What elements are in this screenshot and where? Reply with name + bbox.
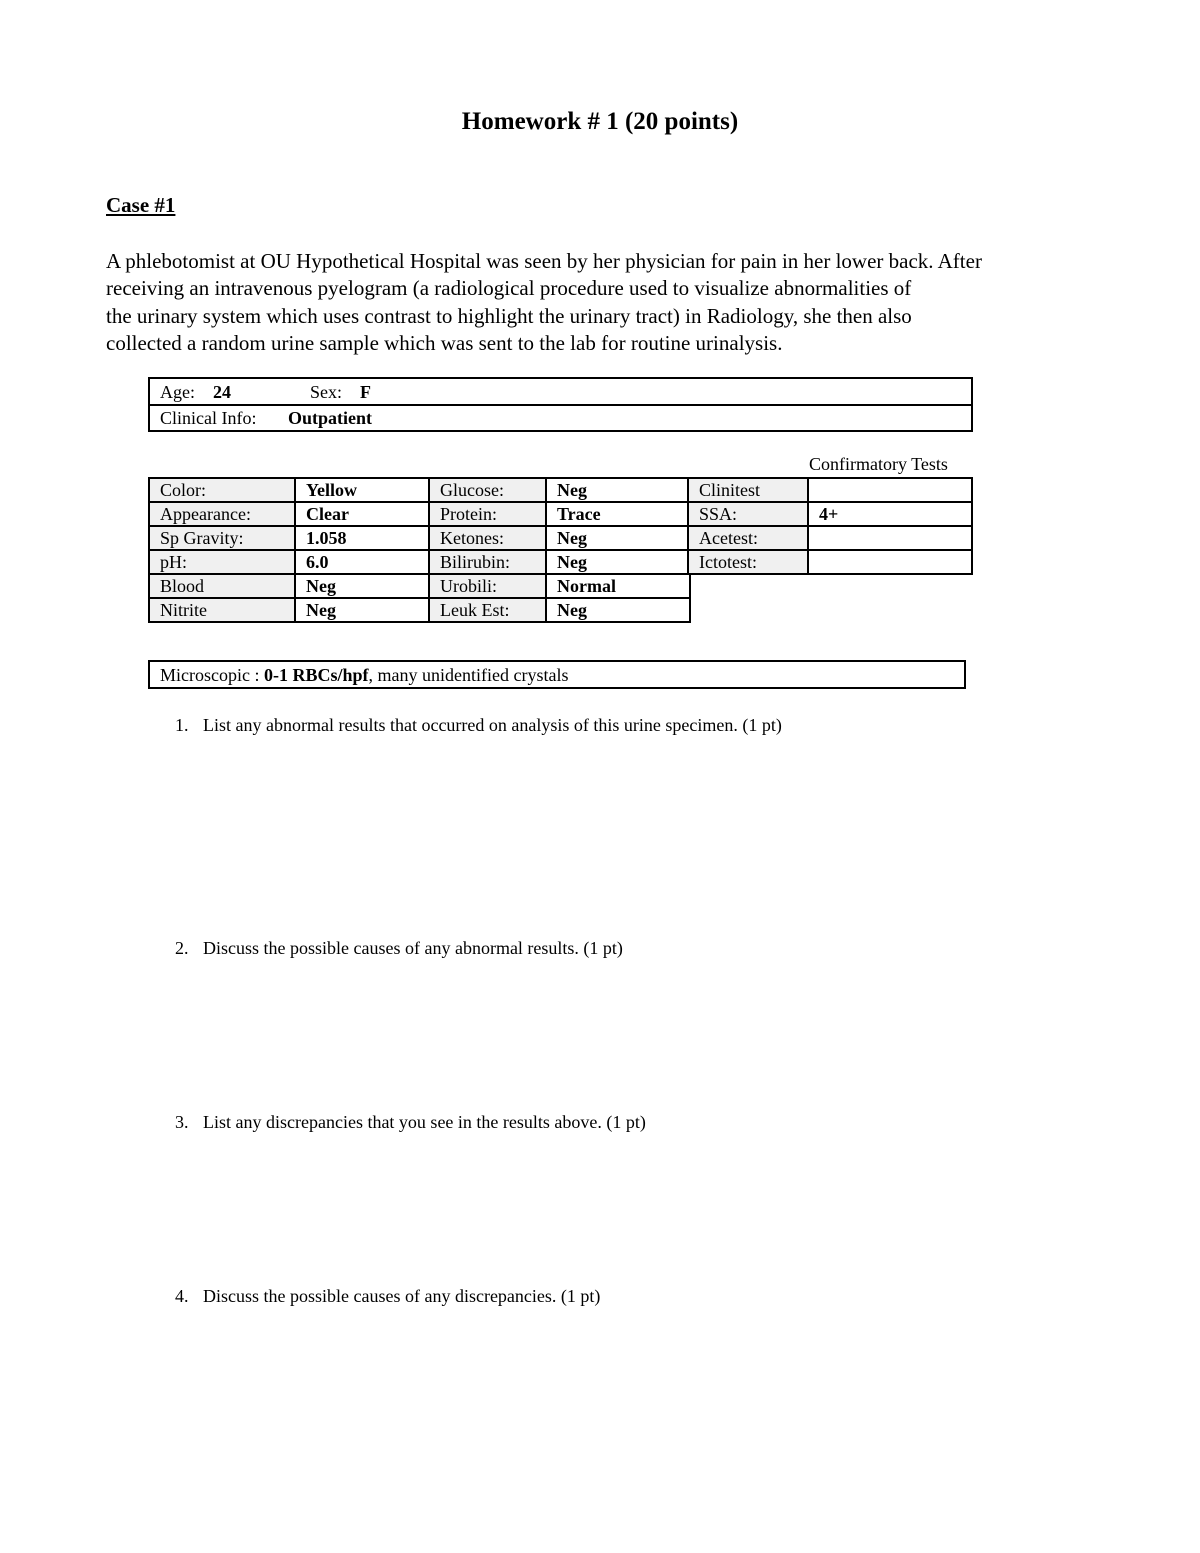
age-label: Age: [160, 382, 195, 402]
table-row [688, 550, 972, 574]
color-value: Yellow [295, 478, 429, 502]
case-heading: Case #1 [106, 193, 176, 217]
question-text: Discuss the possible causes of any abnormal results. (1 pt) [203, 938, 623, 958]
table-row [688, 478, 972, 502]
bilirubin-label: Bilirubin: [429, 550, 546, 574]
ketones-label: Ketones: [429, 526, 546, 550]
confirmatory-tests-table [687, 477, 973, 575]
microscopic-line [150, 663, 568, 687]
question-text: Discuss the possible causes of any discrepancies. (1 pt) [203, 1286, 601, 1306]
urobilinogen-value: Normal [546, 574, 690, 598]
ictotest-value [808, 550, 972, 574]
table-row [688, 502, 972, 526]
ketones-value: Neg [546, 526, 690, 550]
case-paragraph-line: collected a random urine sample which was sent to the lab for routine urinalysis. [106, 331, 783, 355]
table-row [149, 550, 690, 574]
sp-gravity-label: Sp Gravity: [149, 526, 295, 550]
question-number: 4. [175, 1286, 189, 1306]
ph-value: 6.0 [295, 550, 429, 574]
microscopic-value: 0-1 RBCs/hpf [263, 665, 369, 685]
page-title: Homework # 1 (20 points) [461, 108, 739, 135]
table-row [149, 502, 690, 526]
table-row [688, 526, 972, 550]
leuk-est-label: Leuk Est: [429, 598, 546, 622]
case-paragraph-line: the urinary system which uses contrast to highlight the urinary tract) in Radiology, she then also [106, 304, 912, 328]
microscopic-rest: , many unidentified crystals [368, 665, 569, 685]
ssa-value: 4+ [808, 502, 972, 526]
table-row [149, 598, 690, 622]
clinical-info-value: Outpatient [288, 408, 373, 428]
acetest-value [808, 526, 972, 550]
clinitest-value [808, 478, 972, 502]
ictotest-label: Ictotest: [688, 550, 808, 574]
table-row [149, 526, 690, 550]
bilirubin-value: Neg [546, 550, 690, 574]
case-paragraph-line: A phlebotomist at OU Hypothetical Hospital was seen by her physician for pain in her lower back. After [106, 249, 982, 273]
urobilinogen-label: Urobili: [429, 574, 546, 598]
clinical-info-label: Clinical Info: [160, 408, 257, 428]
question-text: List any abnormal results that occurred on analysis of this urine specimen. (1 pt) [203, 715, 782, 735]
glucose-value: Neg [546, 478, 690, 502]
sex-value: F [360, 382, 371, 402]
ssa-label: SSA: [688, 502, 808, 526]
sp-gravity-value: 1.058 [295, 526, 429, 550]
question-number: 2. [175, 938, 189, 958]
confirmatory-tests-heading: Confirmatory Tests [809, 454, 948, 474]
urinalysis-results-table [148, 477, 691, 623]
microscopic-box [148, 660, 966, 689]
question-text: List any discrepancies that you see in the results above. (1 pt) [203, 1112, 646, 1132]
ph-label: pH: [149, 550, 295, 574]
question-number: 3. [175, 1112, 189, 1132]
blood-label: Blood [149, 574, 295, 598]
nitrite-value: Neg [295, 598, 429, 622]
patient-info-box [148, 377, 973, 432]
question-2 [175, 938, 623, 959]
appearance-label: Appearance: [149, 502, 295, 526]
sex-label: Sex: [310, 382, 343, 402]
table-row [149, 478, 690, 502]
case-paragraph-line: receiving an intravenous pyelogram (a radiological procedure used to visualize abnormalities of [106, 276, 912, 300]
table-row [149, 574, 690, 598]
leuk-est-value: Neg [546, 598, 690, 622]
appearance-value: Clear [295, 502, 429, 526]
color-label: Color: [149, 478, 295, 502]
clinitest-label: Clinitest [688, 478, 808, 502]
protein-value: Trace [546, 502, 690, 526]
question-1 [175, 715, 782, 736]
blood-value: Neg [295, 574, 429, 598]
question-4 [175, 1286, 600, 1307]
age-value: 24 [213, 382, 231, 402]
microscopic-label: Microscopic : [160, 665, 260, 685]
nitrite-label: Nitrite [149, 598, 295, 622]
question-3 [175, 1112, 646, 1133]
acetest-label: Acetest: [688, 526, 808, 550]
question-number: 1. [175, 715, 189, 735]
protein-label: Protein: [429, 502, 546, 526]
glucose-label: Glucose: [429, 478, 546, 502]
